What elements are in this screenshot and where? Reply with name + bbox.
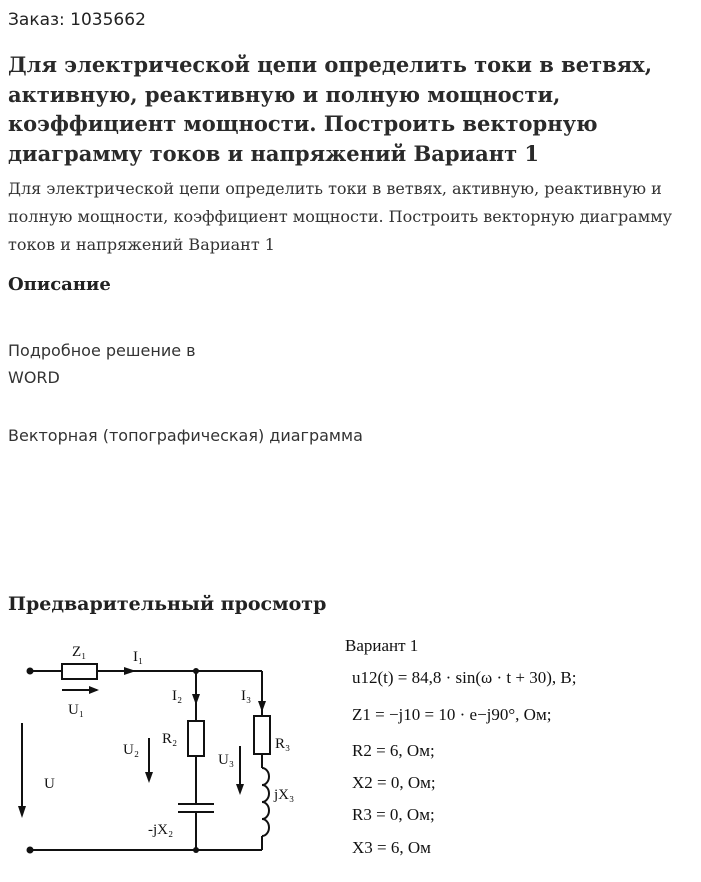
equation-line: X3 = 6, Ом xyxy=(352,838,431,857)
description-line: WORD xyxy=(8,368,60,387)
description-line: Векторная (топографическая) диаграмма xyxy=(8,426,363,445)
label-u3: U₃ xyxy=(218,752,235,768)
label-u2: U₂ xyxy=(123,742,140,758)
description-line: Подробное решение в xyxy=(8,341,196,360)
label-i2: I₂ xyxy=(172,688,183,704)
equation-line: u12(t) = 84,8 · sin(ω · t + 30), B; xyxy=(352,668,577,687)
preview-heading: Предварительный просмотр xyxy=(8,593,327,615)
preview-image xyxy=(0,628,701,882)
equation-line: R3 = 0, Ом; xyxy=(352,805,435,824)
label-z1: Z₁ xyxy=(72,644,87,660)
variant-label: Вариант 1 xyxy=(345,636,419,655)
equation-line: X2 = 0, Ом; xyxy=(352,773,436,792)
label-u: U xyxy=(44,776,55,792)
label-jx3: jX₃ xyxy=(274,787,295,803)
page-title: Для электрической цепи определить токи в ветвях, активную, реактивную и полную мощности, коэффициент мощности. Построить векторную диаграмму токов и напряжений Вариант 1 xyxy=(8,52,653,166)
equation-line: Z1 = −j10 = 10 · e−j90°, Ом; xyxy=(352,705,552,724)
label-r3: R₃ xyxy=(275,736,291,752)
equation-line: R2 = 6, Ом; xyxy=(352,741,435,760)
description-heading: Описание xyxy=(8,274,111,295)
page-subtitle: Для электрической цепи определить токи в ветвях, активную, реактивную и полную мощности, коэффициент мощности. Построить векторную диаграмму токов и напряжений Вариант 1 xyxy=(8,179,673,254)
label-r2: R₂ xyxy=(162,731,178,747)
label-i3: I₃ xyxy=(241,688,252,704)
label-i1: I₁ xyxy=(133,649,144,665)
circuit-diagram xyxy=(0,628,345,882)
label-minus-jx2: -jX₂ xyxy=(148,822,174,838)
order-number: Заказ: 1035662 xyxy=(8,10,146,30)
label-u1: U₁ xyxy=(68,702,85,718)
